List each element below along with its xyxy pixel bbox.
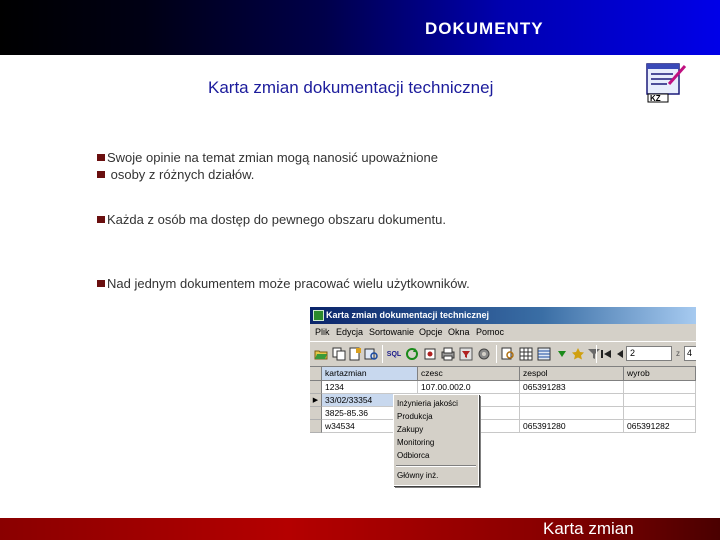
- row-indicator[interactable]: [310, 407, 322, 420]
- app-logo-icon: [313, 310, 324, 321]
- table-cell[interactable]: 065391283: [520, 381, 624, 394]
- toolbar-separator: [496, 345, 497, 363]
- print-preview-icon[interactable]: [422, 346, 438, 362]
- grid-view-icon[interactable]: [518, 346, 534, 362]
- star-icon[interactable]: [570, 346, 586, 362]
- menu-edycja[interactable]: Edycja: [336, 327, 364, 337]
- context-menu: [393, 394, 479, 486]
- context-menu-item[interactable]: Główny inż.: [397, 471, 439, 480]
- copy-icon[interactable]: [331, 346, 347, 362]
- record-number-input[interactable]: 2: [626, 346, 672, 361]
- menu-okna[interactable]: Okna: [448, 327, 470, 337]
- app-menubar: [310, 324, 696, 341]
- menu-opcje[interactable]: Opcje: [419, 327, 443, 337]
- menu-pomoc[interactable]: Pomoc: [476, 327, 505, 337]
- svg-text:KZ: KZ: [650, 94, 661, 103]
- menu-sortowanie[interactable]: Sortowanie: [369, 327, 415, 337]
- row-indicator[interactable]: [310, 420, 322, 433]
- app-titlebar: [310, 307, 696, 324]
- table-cell[interactable]: [520, 407, 624, 420]
- bullet-item: Nad jednym dokumentem może pracować wielu użytkowników.: [97, 276, 470, 291]
- header-bar: [0, 0, 720, 55]
- table-cell-selected[interactable]: 33/02/33354: [322, 394, 418, 407]
- table-cell[interactable]: w34534: [322, 420, 418, 433]
- table-cell[interactable]: [624, 407, 696, 420]
- data-grid: [310, 367, 696, 492]
- table-cell[interactable]: 107.00.002.0: [418, 381, 520, 394]
- document-edit-icon: [645, 62, 687, 104]
- find-icon[interactable]: [500, 346, 516, 362]
- table-cell[interactable]: [624, 394, 696, 407]
- context-menu-item[interactable]: Inżynieria jakości: [397, 399, 458, 408]
- down-arrow-icon[interactable]: [554, 346, 570, 362]
- table-view-icon[interactable]: [536, 346, 552, 362]
- sql-icon[interactable]: SQL: [386, 350, 402, 358]
- print-icon[interactable]: [440, 346, 456, 362]
- table-cell[interactable]: [520, 394, 624, 407]
- row-indicator[interactable]: [310, 381, 322, 394]
- column-header[interactable]: kartazmian: [322, 367, 418, 381]
- bullet-marker: [97, 280, 105, 287]
- app-window-title: Karta zmian dokumentacji technicznej: [326, 310, 490, 320]
- bullet-item: Swoje opinie na temat zmian mogą nanosić upoważnione: [97, 150, 438, 165]
- context-menu-item[interactable]: Monitoring: [397, 438, 435, 447]
- context-menu-item[interactable]: Zakupy: [397, 425, 424, 434]
- toolbar-separator: [382, 345, 383, 363]
- table-cell[interactable]: 065391282: [624, 420, 696, 433]
- new-document-icon[interactable]: [347, 346, 363, 362]
- app-window: [310, 307, 696, 492]
- record-of-label: z: [676, 349, 680, 358]
- context-menu-separator: [396, 465, 476, 467]
- tools-icon[interactable]: [476, 346, 492, 362]
- table-cell[interactable]: 065391280: [520, 420, 624, 433]
- slide-subtitle: Karta zmian dokumentacji technicznej: [208, 78, 494, 97]
- column-header[interactable]: zespol: [520, 367, 624, 381]
- bullet-marker: [97, 216, 105, 223]
- filter-icon[interactable]: [458, 346, 474, 362]
- bullet-marker: [97, 154, 105, 161]
- footer-bar: [0, 517, 720, 540]
- context-menu-item[interactable]: Produkcja: [397, 412, 433, 421]
- toolbar-separator: [596, 345, 597, 363]
- app-toolbar: [310, 341, 696, 367]
- row-indicator-current[interactable]: ▶: [310, 394, 322, 407]
- column-header[interactable]: wyrob: [624, 367, 696, 381]
- open-folder-icon[interactable]: [313, 346, 329, 362]
- table-cell[interactable]: 3825-85.36: [322, 407, 418, 420]
- context-menu-item[interactable]: Odbiorca: [397, 451, 430, 460]
- record-total-field: 4: [684, 346, 696, 361]
- table-cell[interactable]: [624, 381, 696, 394]
- table-cell[interactable]: 1234: [322, 381, 418, 394]
- column-header[interactable]: czesc: [418, 367, 520, 381]
- bullet-marker: [97, 171, 105, 178]
- footer-label: Karta zmian: [543, 519, 634, 538]
- bullet-item: osoby z różnych działów.: [97, 167, 254, 182]
- bullet-item: Każda z osób ma dostęp do pewnego obszaru dokumentu.: [97, 212, 446, 227]
- header-title: DOKUMENTY: [425, 19, 544, 38]
- grid-corner: [310, 367, 322, 381]
- refresh-icon[interactable]: [404, 346, 420, 362]
- search-doc-icon[interactable]: [363, 346, 379, 362]
- menu-plik[interactable]: Plik: [315, 327, 330, 337]
